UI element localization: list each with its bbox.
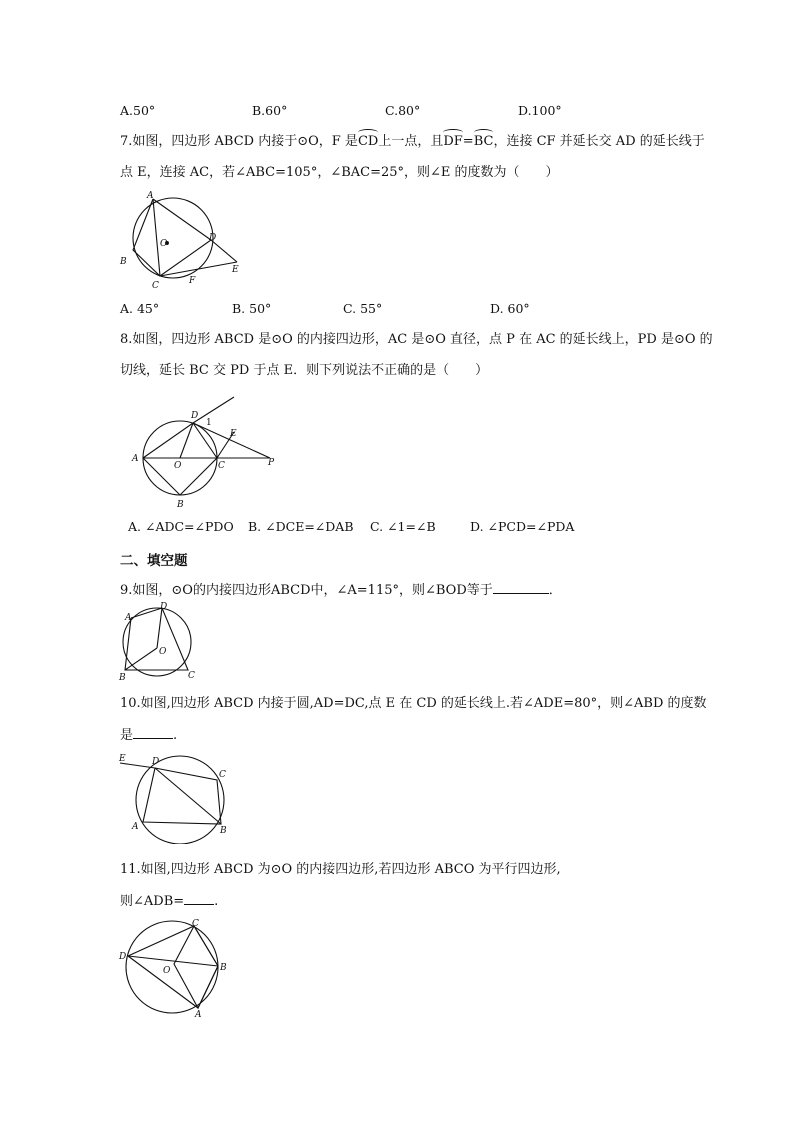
- q7-arc-cd: CD: [358, 133, 378, 151]
- q9-od: [157, 608, 162, 648]
- q7-line2: 点 E，连接 AC，若∠ABC=105°，∠BAC=25°，则∠E 的度数为（ ）: [120, 165, 559, 180]
- q9-circle: [123, 608, 191, 676]
- q7-line1: [120, 133, 705, 151]
- q6-option-b: B.60°: [252, 103, 288, 118]
- q8-label-b: B: [177, 500, 184, 507]
- q10-label-a: A: [132, 822, 139, 832]
- q7-line1-b: 上一点，且: [378, 134, 444, 149]
- q8-option-a: A. ∠ADC=∠PDO: [128, 519, 234, 534]
- q7-ac: [153, 199, 160, 276]
- q7-option-b: B. 50°: [232, 301, 272, 316]
- q9-label-b: B: [119, 673, 126, 682]
- q7-arc-bc: BC: [474, 133, 494, 151]
- q10-circle: [136, 756, 224, 844]
- q7-line1-a: 7.如图，四边形 ABCD 内接于⊙O，F 是: [120, 134, 358, 149]
- q10-line2-a: 是: [120, 728, 134, 743]
- q6-option-c: C.80°: [385, 103, 421, 118]
- q10-label-d: D: [152, 757, 160, 767]
- q8-tangent-ext: [193, 397, 234, 423]
- q8-label-o: O: [174, 461, 182, 471]
- q8-label-e: E: [230, 429, 237, 439]
- q9-text-b: ．: [548, 583, 562, 598]
- q11-db: [128, 956, 218, 966]
- q9-bo: [125, 648, 157, 670]
- q11-figure: [115, 918, 240, 1018]
- q10-quad: [143, 768, 221, 824]
- q8-option-c: C. ∠1=∠B: [370, 519, 436, 534]
- q7-label-a: A: [147, 191, 154, 201]
- q9-label-a: A: [125, 613, 132, 623]
- q10-line2-b: .: [173, 728, 178, 743]
- q11-line2-b: .: [214, 894, 219, 909]
- q8-option-b: B. ∠DCE=∠DAB: [248, 519, 354, 534]
- q9-quad: [125, 608, 188, 670]
- q10-label-b: B: [220, 826, 227, 836]
- q8-label-angle1: 1: [206, 418, 212, 428]
- q11-line2: [120, 892, 218, 911]
- q8-line2: 切线，延长 BC 交 PD 于点 E．则下列说法不正确的是（ ）: [120, 363, 489, 378]
- q9-label-c: C: [188, 671, 195, 681]
- q7-label-b: B: [120, 257, 127, 267]
- q8-label-p: P: [268, 458, 275, 468]
- q7-option-a: A. 45°: [120, 301, 160, 316]
- q7-label-f: F: [189, 276, 196, 286]
- q9-label-o: O: [159, 647, 167, 657]
- q10-label-e: E: [119, 754, 126, 764]
- q10-label-c: C: [219, 770, 226, 780]
- q7-ce: [160, 262, 237, 276]
- q9-figure: [115, 602, 205, 682]
- q11-quad: [128, 926, 218, 1008]
- q11-label-o: O: [163, 966, 171, 976]
- q7-label-e: E: [232, 265, 239, 275]
- q8-figure: [130, 392, 285, 507]
- q10-figure: [115, 752, 235, 844]
- q7-figure: [115, 190, 245, 290]
- q7-option-c: C. 55°: [343, 301, 383, 316]
- q8-label-a: A: [132, 454, 139, 464]
- q9-answer-blank[interactable]: [493, 581, 549, 594]
- q7-option-d: D. 60°: [490, 301, 530, 316]
- q9-label-d: D: [160, 602, 168, 612]
- q7-circle: [133, 198, 213, 278]
- q10-db: [155, 768, 221, 824]
- q7-arc-df: DF: [443, 133, 462, 151]
- q7-quad: [133, 199, 211, 276]
- q7-label-o: O: [160, 239, 168, 249]
- q9-text: [120, 581, 562, 600]
- q8-label-d: D: [191, 411, 199, 421]
- q11-label-d: D: [119, 952, 127, 962]
- q11-label-a: A: [195, 1010, 202, 1018]
- q11-label-b: B: [220, 963, 227, 973]
- q11-answer-blank[interactable]: [184, 892, 214, 905]
- q11-line2-a: 则∠ADB=: [120, 894, 185, 909]
- q10-line1: 10.如图,四边形 ABCD 内接于圆,AD=DC,点 E 在 CD 的延长线上.若∠ADE=80°，则∠ABD 的度数: [120, 696, 707, 711]
- q9-text-a: 9.如图，⊙O的内接四边形ABCD中，∠A=115°，则∠BOD等于: [120, 583, 493, 598]
- q10-line2: [120, 726, 177, 745]
- q7-de: [211, 240, 237, 262]
- q8-line1: 8.如图，四边形 ABCD 是⊙O 的内接四边形，AC 是⊙O 直径，点 P 在 AC 的延长线上，PD 是⊙O 的: [120, 332, 713, 347]
- q8-label-c: C: [218, 461, 225, 471]
- q7-eq: =: [462, 134, 474, 149]
- q11-label-c: C: [192, 919, 199, 929]
- q6-option-a: A.50°: [120, 103, 156, 118]
- q11-circle: [126, 921, 218, 1013]
- q8-option-d: D. ∠PCD=∠PDA: [470, 519, 575, 534]
- q7-label-d: D: [209, 233, 217, 243]
- q8-do: [180, 423, 193, 458]
- q7-label-c: C: [152, 281, 159, 290]
- section-fill-in-title: 二、填空题: [120, 553, 188, 569]
- q6-option-d: D.100°: [518, 103, 562, 118]
- q11-line1: 11.如图,四边形 ABCD 为⊙O 的内接四边形,若四边形 ABCO 为平行四边形,: [120, 862, 561, 877]
- q7-line1-c: ，连接 CF 并延长交 AD 的延长线于: [493, 134, 705, 149]
- q10-answer-blank[interactable]: [133, 726, 173, 739]
